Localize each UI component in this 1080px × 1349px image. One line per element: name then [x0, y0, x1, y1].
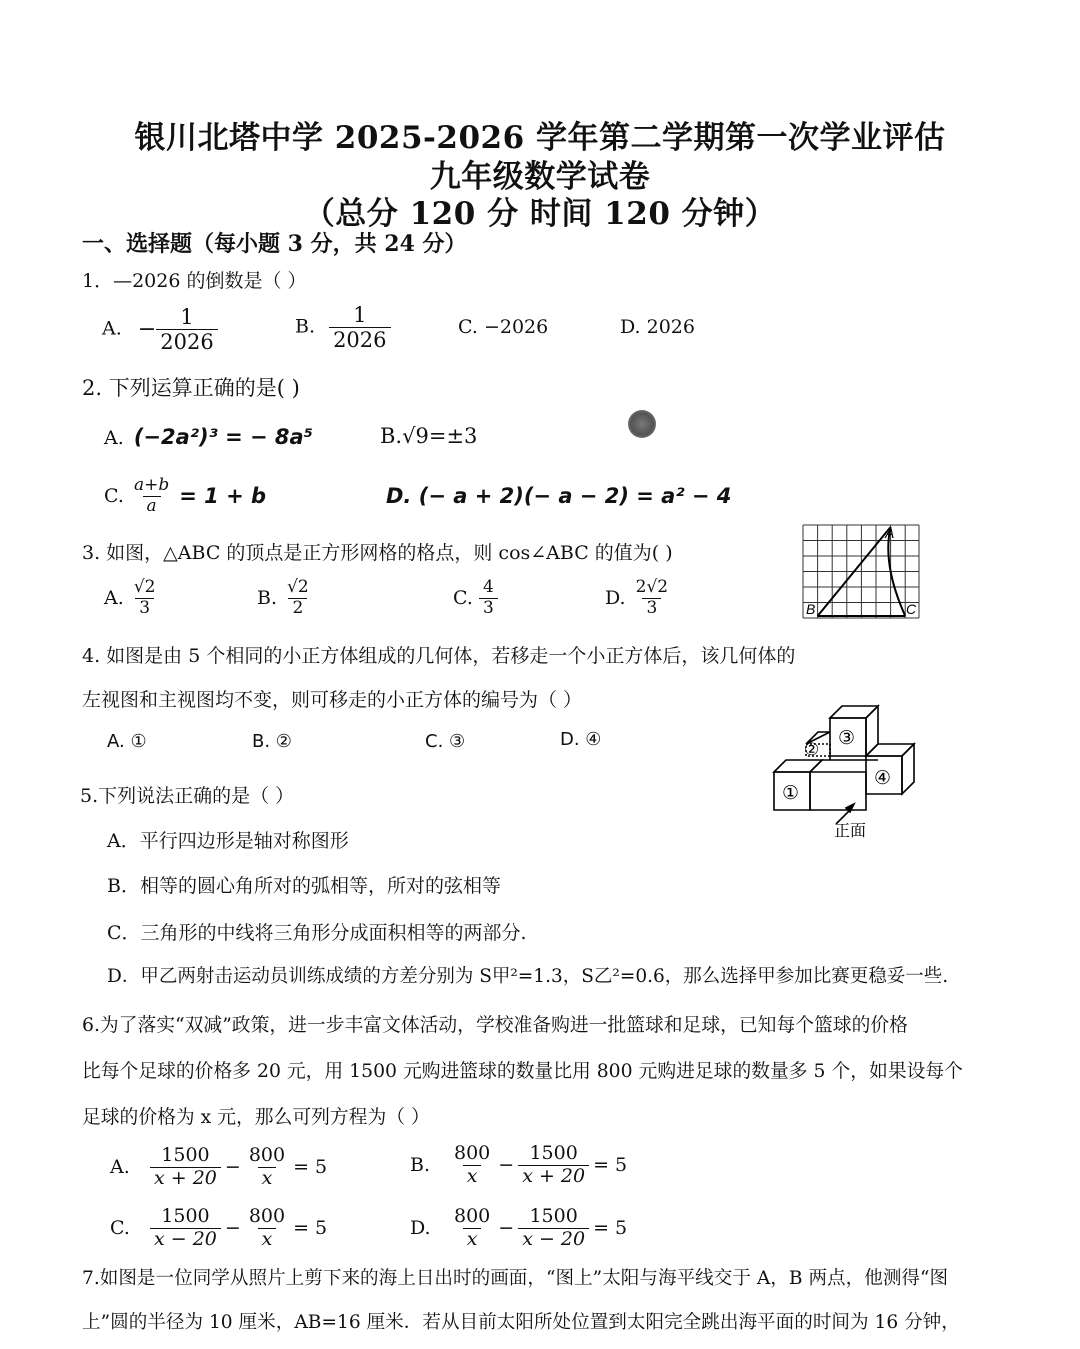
q6-a-n2: 800 — [248, 1144, 286, 1166]
q1-a-sign: − — [137, 317, 157, 343]
q1-stem: 1．—2026 的倒数是（ ） — [82, 270, 307, 292]
q6-a-d1: x + 20 — [150, 1167, 221, 1190]
q6-b-label: B. — [410, 1154, 431, 1177]
q6-d-minus: − — [498, 1217, 515, 1240]
q5-stem: 5.下列说法正确的是（ ） — [80, 785, 295, 807]
q3-c-den: 3 — [479, 598, 498, 619]
q6-c-d2: x — [258, 1228, 277, 1251]
q2-c-num: a+b — [133, 475, 170, 495]
q3-option-a — [104, 578, 159, 618]
q6-b-rhs: = 5 — [593, 1154, 628, 1177]
q6-c-frac1 — [150, 1206, 221, 1251]
cube-2-label: ② — [804, 740, 820, 759]
q6-b-d1: x — [463, 1165, 482, 1188]
q3-b-fraction — [283, 578, 313, 618]
q1-b-den: 2026 — [329, 327, 390, 352]
q6-d-rhs: = 5 — [593, 1217, 628, 1240]
q2-c-label: C. — [104, 485, 124, 508]
q6-d-n2: 1500 — [529, 1205, 578, 1227]
q6-d-d1: x — [463, 1228, 482, 1251]
point-c-label: C — [906, 601, 917, 617]
q6-a-minus: − — [224, 1156, 241, 1179]
exam-title-line1: 银川北塔中学 2025-2026 学年第二学期第一次学业评估 — [134, 120, 946, 156]
q3-d-num: 2√2 — [635, 577, 669, 597]
point-b-label: B — [806, 601, 816, 617]
q4-stem-line1: 4. 如图是由 5 个相同的小正方体组成的几何体，若移走一个小正方体后，该几何体的 — [82, 645, 796, 667]
q4-cube-figure — [766, 698, 936, 840]
q6-b-n2: 1500 — [529, 1142, 578, 1164]
q3-a-fraction — [130, 578, 160, 618]
q3-b-label: B. — [257, 587, 278, 610]
q2-c-fraction — [130, 476, 173, 516]
q3-c-label: C. — [453, 587, 473, 610]
q2-a-expr: (−2a²)³ = − 8a⁵ — [133, 425, 313, 449]
q3-a-num: √2 — [133, 577, 156, 597]
q1-option-b — [295, 303, 391, 352]
q5-option-c: C．三角形的中线将三角形分成面积相等的两部分. — [107, 922, 527, 944]
q6-a-rhs: = 5 — [293, 1156, 328, 1179]
exam-title-line2: 九年级数学试卷 — [429, 159, 651, 195]
q1-b-num: 1 — [353, 303, 367, 327]
q1-a-label: A. — [102, 317, 122, 340]
q6-line1: 6.为了落实“双减”政策，进一步丰富文体活动，学校准备购进一批篮球和足球，已知每个篮球的价格 — [82, 1015, 908, 1036]
q6-c-minus: − — [224, 1217, 241, 1240]
q6-a-frac1 — [150, 1145, 221, 1190]
exam-title-line3: （总分 120 分 时间 120 分钟） — [303, 196, 777, 232]
q6-a-label: A. — [110, 1156, 130, 1179]
q6-d-d2: x − 20 — [518, 1228, 589, 1251]
q6-a-n1: 1500 — [161, 1144, 210, 1166]
q7-line2: 上”圆的半径为 10 厘米，AB=16 厘米．若从目前太阳所处位置到太阳完全跳出海平面的时间为 16 分钟， — [82, 1312, 960, 1333]
q2-c-rhs: = 1 + b — [179, 484, 267, 509]
q2-stem: 2. 下列运算正确的是( ) — [82, 376, 300, 400]
q3-option-b — [257, 578, 313, 618]
q5-option-a: A．平行四边形是轴对称图形 — [107, 830, 349, 852]
q6-b-minus: − — [498, 1154, 515, 1177]
cube-center — [810, 756, 878, 810]
q6-d-n1: 800 — [454, 1205, 491, 1227]
q1-b-fraction — [329, 303, 390, 352]
q1-option-c: C. −2026 — [458, 316, 549, 338]
q3-grid-figure — [802, 524, 920, 619]
q6-c-label: C. — [110, 1217, 130, 1240]
q3-stem: 3. 如图，△ABC 的顶点是正方形网格的格点，则 cos∠ABC 的值为( ) — [82, 542, 673, 564]
q2-option-b: B.√9=±3 — [380, 424, 478, 448]
section-heading: 一、选择题（每小题 3 分，共 24 分） — [82, 231, 467, 257]
q1-a-den: 2026 — [156, 329, 217, 354]
cube-1-label: ① — [782, 783, 800, 804]
q6-c-d1: x − 20 — [150, 1228, 221, 1251]
q1-option-a — [102, 305, 218, 354]
cube-4-label: ④ — [874, 768, 892, 789]
q6-line3: 足球的价格为 x 元，那么可列方程为（ ） — [82, 1107, 430, 1128]
q1-b-label: B. — [295, 315, 316, 338]
q6-d-frac2 — [518, 1206, 589, 1251]
ink-blot-icon — [628, 410, 656, 438]
grid-lines — [803, 525, 919, 618]
point-a-label: A — [885, 525, 895, 541]
q6-b-d2: x + 20 — [518, 1165, 589, 1188]
q2-option-c — [104, 476, 266, 516]
q6-d-frac1 — [450, 1206, 494, 1251]
q6-d-label: D. — [410, 1217, 431, 1240]
q4-option-b: B. ② — [252, 731, 292, 752]
q6-option-d — [410, 1206, 627, 1251]
q2-option-a — [104, 425, 313, 449]
q6-c-frac2 — [245, 1206, 289, 1251]
q6-option-c — [110, 1206, 327, 1251]
q6-a-d2: x — [258, 1167, 277, 1190]
q5-option-d: D．甲乙两射击运动员训练成绩的方差分别为 S甲²=1.3，S乙²=0.6，那么选择甲参加比赛更稳妥一些. — [107, 966, 949, 987]
q3-option-d — [605, 578, 672, 618]
q6-b-frac2 — [518, 1143, 589, 1188]
q3-b-num: √2 — [287, 577, 309, 597]
q4-option-d: D. ④ — [560, 729, 602, 750]
q3-option-c — [453, 578, 498, 618]
q6-a-frac2 — [245, 1145, 289, 1190]
q6-b-frac1 — [450, 1143, 494, 1188]
q4-stem-line2: 左视图和主视图均不变，则可移走的小正方体的编号为（ ） — [82, 689, 583, 711]
q3-d-fraction — [632, 578, 672, 618]
front-arrow-icon — [836, 804, 854, 824]
q3-a-label: A. — [104, 587, 124, 610]
q3-d-label: D. — [605, 587, 626, 610]
front-view-label: 正面 — [834, 823, 867, 840]
q6-c-rhs: = 5 — [293, 1217, 328, 1240]
q2-a-label: A. — [104, 427, 124, 449]
q6-c-n2: 800 — [248, 1205, 286, 1227]
q4-option-a: A. ① — [107, 731, 147, 752]
q3-c-num: 4 — [482, 577, 494, 597]
q3-d-den: 3 — [642, 598, 661, 619]
q6-b-n1: 800 — [454, 1142, 491, 1164]
q5-option-b: B．相等的圆心角所对的弧相等，所对的弦相等 — [107, 875, 501, 897]
q1-option-d: D. 2026 — [620, 316, 695, 338]
q4-option-c: C. ③ — [425, 731, 466, 752]
q2-c-den: a — [143, 496, 161, 517]
q3-b-den: 2 — [288, 598, 307, 619]
q6-line2: 比每个足球的价格多 20 元，用 1500 元购进篮球的数量比用 800 元购进足球的数量多 5 个，如果设每个 — [82, 1061, 963, 1082]
q6-c-n1: 1500 — [161, 1205, 210, 1227]
q3-c-fraction — [479, 578, 498, 618]
q1-a-fraction — [156, 305, 217, 354]
q1-a-num: 1 — [180, 305, 194, 329]
q7-line1: 7.如图是一位同学从照片上剪下来的海上日出时的画面，“图上”太阳与海平线交于 A，B 两点，他测得“图 — [82, 1268, 949, 1289]
q3-a-den: 3 — [135, 598, 154, 619]
q2-option-d: D. (− a + 2)(− a − 2) = a² − 4 — [386, 484, 732, 508]
q6-option-b — [410, 1143, 627, 1188]
cube-3-label: ③ — [838, 728, 856, 749]
q6-option-a — [110, 1145, 327, 1190]
